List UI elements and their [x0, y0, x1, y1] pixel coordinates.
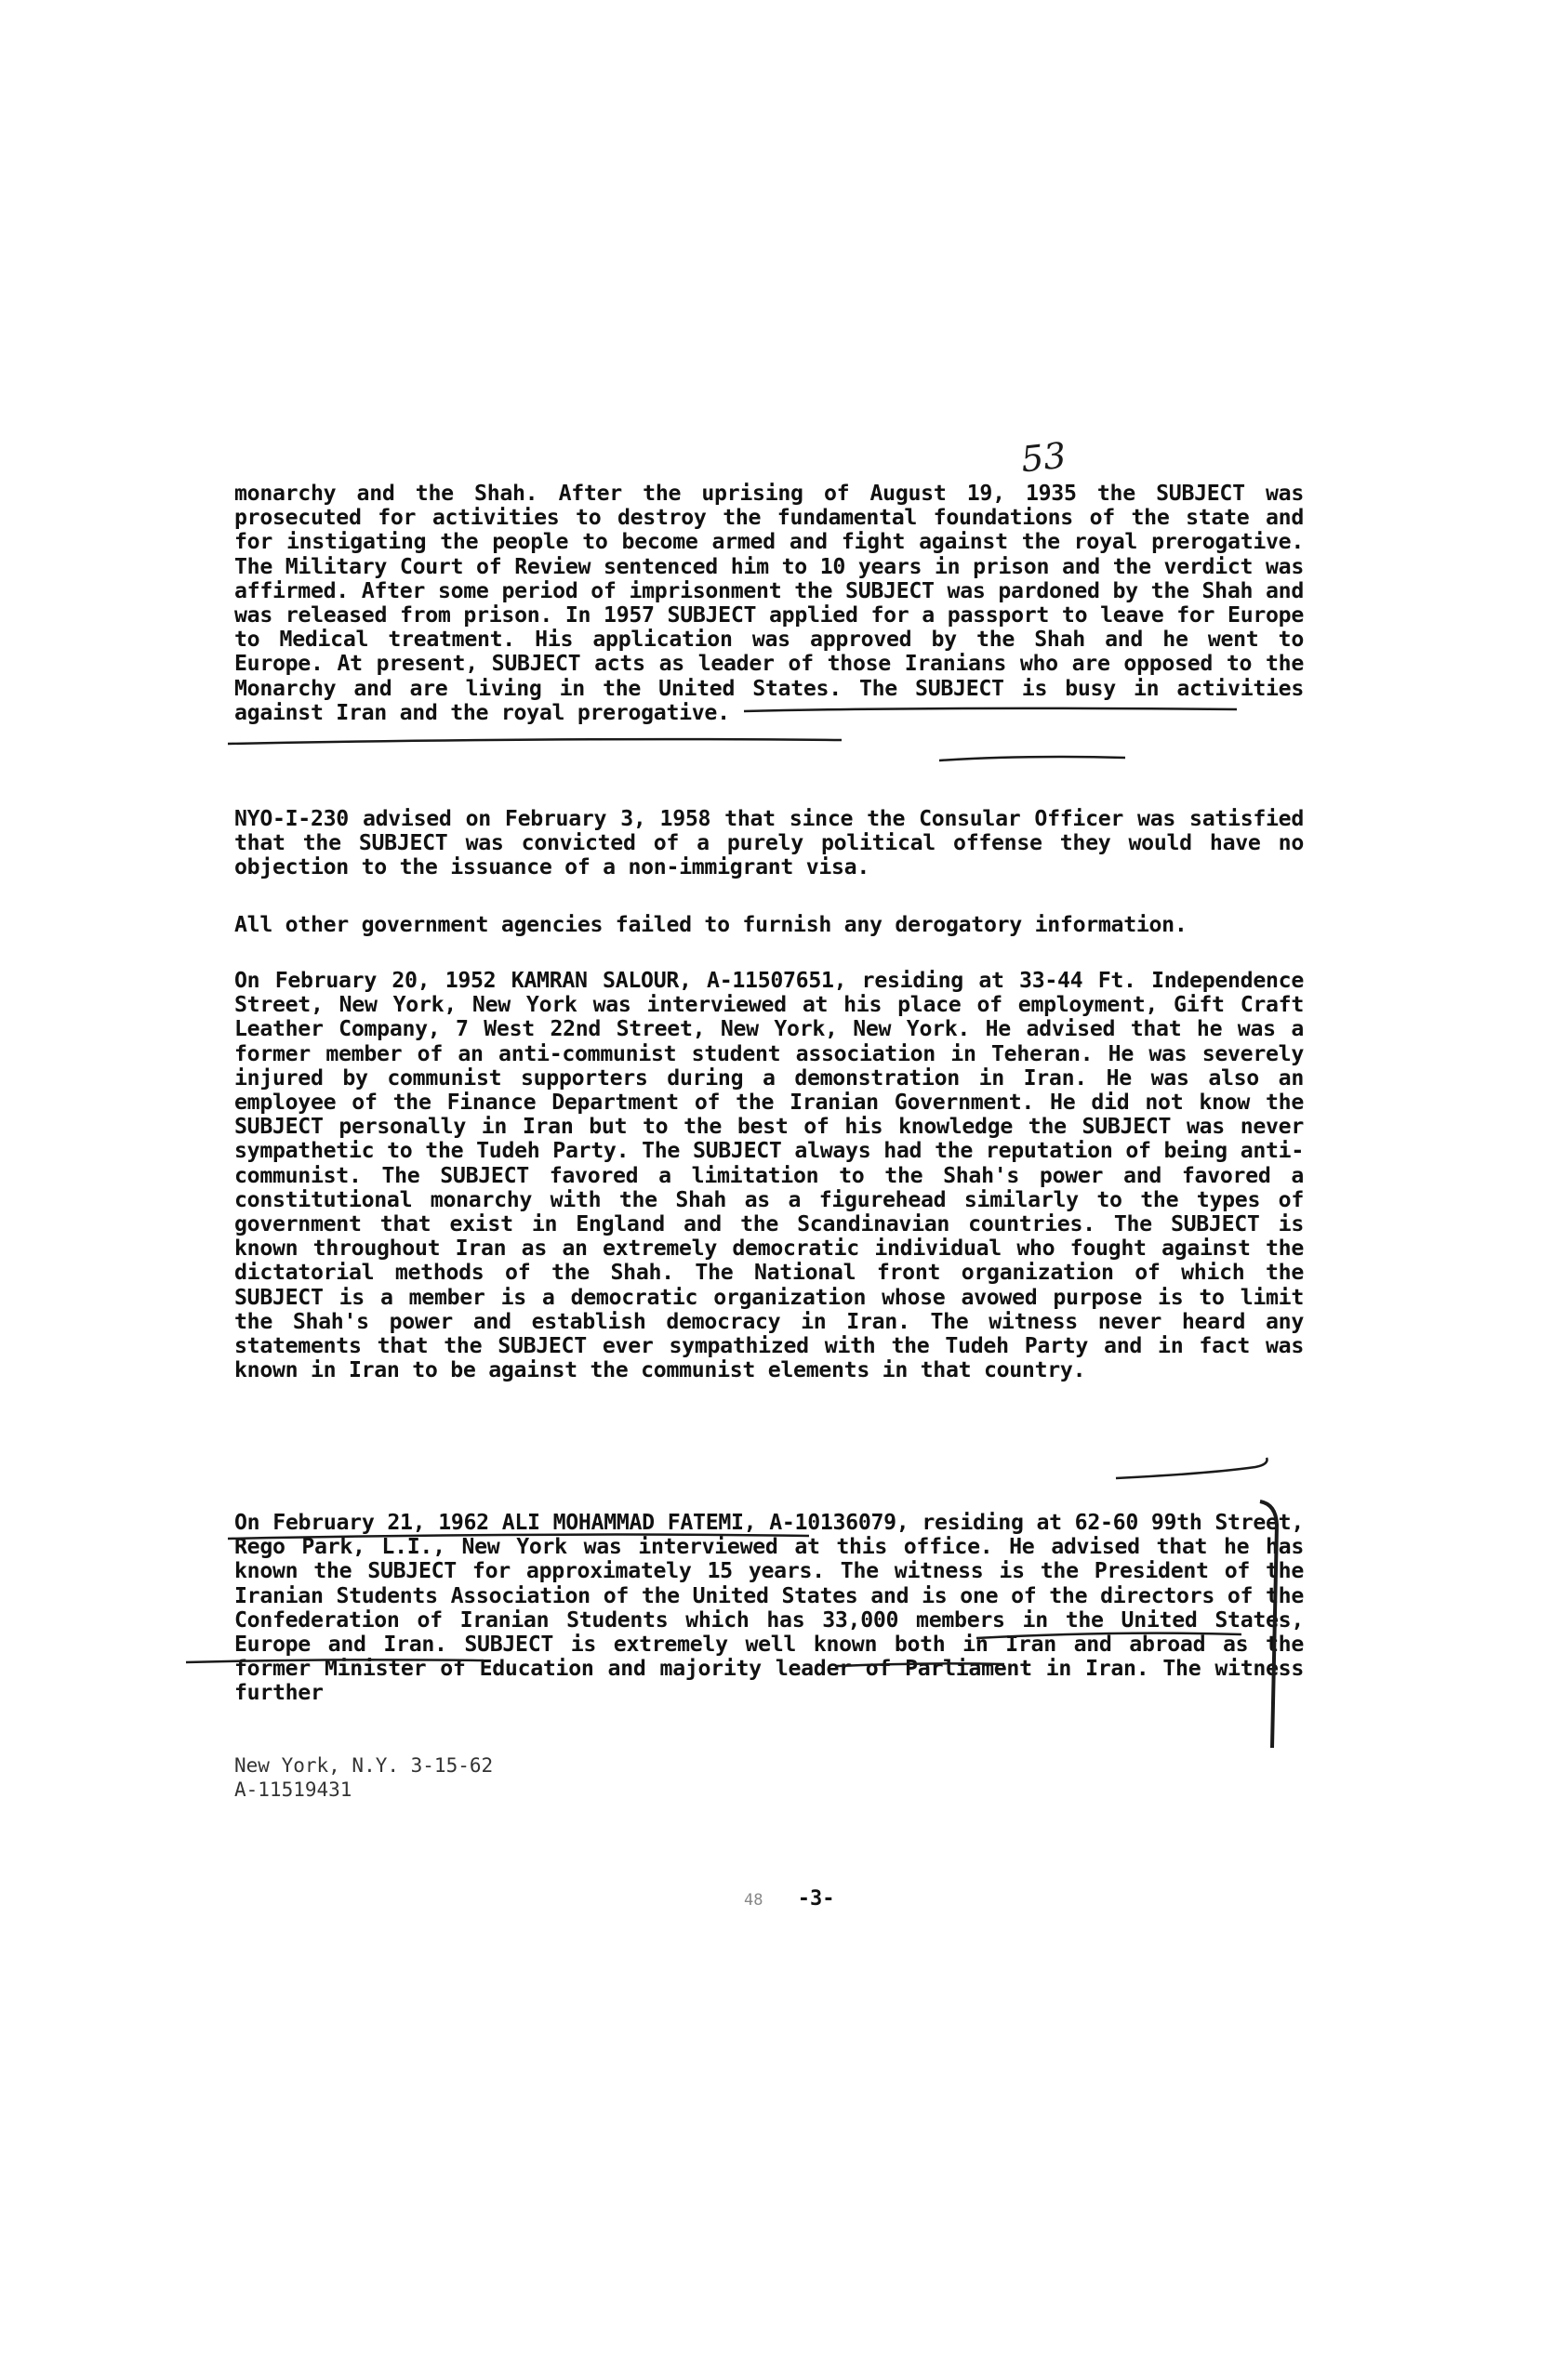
paragraph-text: NYO-I-230 advised on February 3, 1958 that since the Consular Officer was satisfied that the SUBJECT was convicted of a purely political offense they would have no objection to the issuance of a non-immigrant visa.	[234, 806, 1304, 880]
faint-page-number: 48	[744, 1891, 763, 1910]
underline-mark	[228, 739, 842, 744]
paragraph-consular-advice	[234, 807, 1304, 880]
paragraph-agencies	[234, 913, 1304, 937]
paragraph-text: On February 21, 1962 ALI MOHAMMAD FATEMI, A-10136079, residing at 62-60 99th Street, Rego Park, L.I., New York was interviewed at this office. He advised that he has known the SUBJECT for approximately 15 years. The witness is the President of the Iranian Students Association of the United States and is one of the directors of the Confederation of Iranian Students which has 33,000 members in the United States, Europe and Iran. SUBJECT is extremely well known both in Iran and abroad as the former Minister of Education and majority leader of Parliament in Iran. The witness further	[234, 1510, 1304, 1706]
paragraph-text: On February 20, 1952 KAMRAN SALOUR, A-11507651, residing at 33-44 Ft. Independence Street, New York, New York was interviewed at his place of employment, Gift Craft Leather Company, 7 West 22nd Street, New York, New York. He advised that he was a former member of an anti-communist student association in Teheran. He was severely injured by communist supporters during a demonstration in Iran. He was also an employee of the Finance Department of the Iranian Government. He did not know the SUBJECT personally in Iran but to the best of his knowledge the SUBJECT was never sympathetic to the Tudeh Party. The SUBJECT always had the reputation of being anti-communist. The SUBJECT favored a limitation to the Shah's power and favored a constitutional monarchy with the Shah as a figurehead similarly to the types of government that exist in England and the Scandinavian countries. The SUBJECT is known throughout Iran as an extremely democratic individual who fought against the dictatorial methods of the Shah. The National front organization of which the SUBJECT is a member is a democratic organization whose avowed purpose is to limit the Shah's power and establish democracy in Iran. The witness never heard any statements that the SUBJECT ever sympathized with the Tudeh Party and in fact was known in Iran to be against the communist elements in that country.	[234, 968, 1304, 1383]
footer-office-date: New York, N.Y. 3-15-62	[234, 1754, 494, 1777]
page-number: -3-	[797, 1887, 835, 1911]
handwritten-page-annotation: 53	[1018, 434, 1068, 481]
underline-mark	[1116, 1458, 1267, 1478]
paragraph-text: All other government agencies failed to furnish any derogatory information.	[234, 912, 1188, 937]
footer-file-number: A-11519431	[234, 1778, 352, 1801]
underline-mark	[939, 757, 1125, 760]
paragraph-text: monarchy and the Shah. After the uprising of August 19, 1935 the SUBJECT was prosecuted for activities to destroy the fundamental foundations of the state and for instigating the people to become armed and fight against the royal prerogative. The Military Court of Review sentenced him to 10 years in prison and the verdict was affirmed. After some period of imprisonment the SUBJECT was pardoned by the Shah and was released from prison. In 1957 SUBJECT applied for a passport to leave for Europe to Medical treatment. His application was approved by the Shah and he went to Europe. At present, SUBJECT acts as leader of those Iranians who are opposed to the Monarchy and are living in the United States. The SUBJECT is busy in activities against Iran and the royal prerogative.	[234, 481, 1304, 725]
paragraph-witness-salour	[234, 969, 1304, 1382]
paragraph-subject-history	[234, 482, 1304, 725]
page-number-block	[744, 1887, 834, 1911]
paragraph-witness-fatemi	[234, 1511, 1304, 1706]
